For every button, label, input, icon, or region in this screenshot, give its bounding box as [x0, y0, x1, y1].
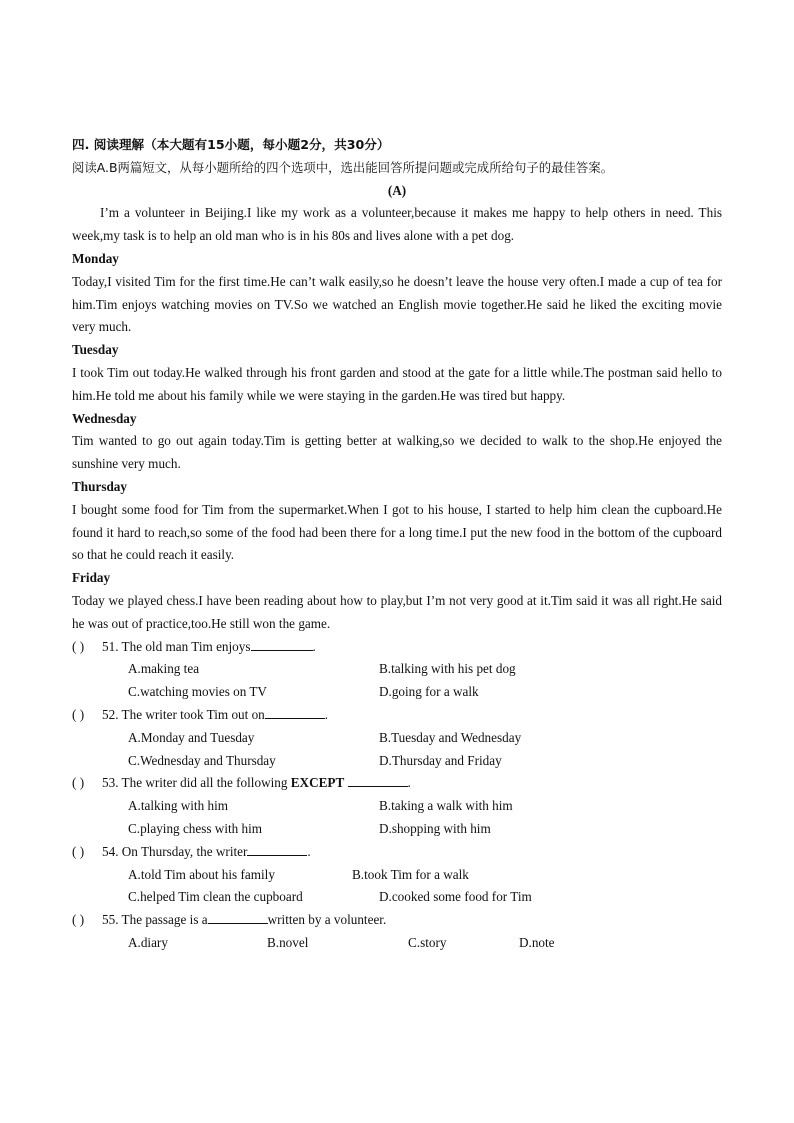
question-text: 52. The writer took Tim out on	[102, 706, 265, 722]
options-row	[72, 818, 722, 841]
option-a[interactable]: A.Monday and Tuesday	[128, 729, 255, 745]
question-53: ( ) 53. The writer did all the following EXCEPT .	[72, 772, 722, 795]
option-b[interactable]: B.took Tim for a walk	[352, 866, 469, 882]
option-d[interactable]: D.going for a walk	[379, 684, 479, 700]
question-text: 55. The passage is a	[102, 912, 208, 928]
day-text-friday: Today we played chess.I have been reading about how to play,but I’m not very good at it.Tim said it was all right.He said he was out of practice,too.He still won the game.	[72, 592, 722, 631]
passage-label: (A)	[387, 182, 407, 198]
question-52: ( ) 52. The writer took Tim out on .	[72, 704, 722, 727]
option-a[interactable]: A.diary	[128, 934, 168, 950]
options-row	[72, 795, 722, 818]
day-text-tuesday: I took Tim out today.He walked through his front garden and stood at the gate for a little while.The postman said hello to him.He told me about his family while we were staying in the garden.He was tired but happy.	[72, 364, 722, 403]
passage-intro: I’m a volunteer in Beijing.I like my work as a volunteer,because it makes me happy to help others in need. This week,my task is to help an old man who is in his 80s and lives alone with a pet dog.	[72, 205, 722, 244]
answer-paren[interactable]: ( )	[72, 775, 85, 791]
option-c[interactable]: C.story	[408, 934, 447, 950]
question-51: ( ) 51. The old man Tim enjoys .	[72, 636, 722, 659]
answer-blank	[247, 841, 307, 856]
day-heading-friday: Friday	[72, 570, 111, 586]
option-b[interactable]: B.novel	[267, 934, 309, 950]
question-text: 51. The old man Tim enjoys	[102, 638, 251, 654]
options-row	[72, 727, 722, 750]
answer-paren[interactable]: ( )	[72, 706, 85, 722]
question-text: 53. The writer did all the following	[102, 775, 288, 791]
question-55: ( ) 55. The passage is a written by a volunteer.	[72, 909, 722, 932]
option-b[interactable]: B.talking with his pet dog	[379, 661, 516, 677]
options-row	[72, 886, 722, 909]
answer-blank	[208, 909, 268, 924]
section-instruction: 阅读A.B两篇短文，从每小题所给的四个选项中，选出能回答所提问题或完成所给句子的最佳答案。	[72, 159, 614, 175]
day-heading-thursday: Thursday	[72, 478, 127, 494]
day-heading-tuesday: Tuesday	[72, 342, 119, 358]
options-row	[72, 658, 722, 681]
emphasis-word: EXCEPT	[290, 775, 345, 791]
answer-paren[interactable]: ( )	[72, 843, 85, 859]
day-heading-wednesday: Wednesday	[72, 410, 137, 426]
options-row	[72, 681, 722, 704]
option-d[interactable]: D.shopping with him	[379, 820, 491, 836]
option-d[interactable]: D.Thursday and Friday	[379, 752, 502, 768]
answer-blank	[265, 704, 325, 719]
option-a[interactable]: A.talking with him	[128, 798, 229, 814]
option-b[interactable]: B.Tuesday and Wednesday	[379, 729, 522, 745]
section-title: 四. 阅读理解（本大题有15小题，每小题2分，共30分）	[72, 137, 390, 152]
option-c[interactable]: C.watching movies on TV	[128, 684, 267, 700]
question-54: ( ) 54. On Thursday, the writer .	[72, 841, 722, 864]
day-heading-monday: Monday	[72, 250, 119, 266]
option-d[interactable]: D.cooked some food for Tim	[379, 889, 532, 905]
option-c[interactable]: C.Wednesday and Thursday	[128, 752, 276, 768]
option-d[interactable]: D.note	[519, 934, 555, 950]
answer-paren[interactable]: ( )	[72, 638, 85, 654]
option-a[interactable]: A.told Tim about his family	[128, 866, 275, 882]
option-c[interactable]: C.playing chess with him	[128, 820, 263, 836]
options-row	[72, 750, 722, 773]
options-row	[72, 932, 722, 955]
option-c[interactable]: C.helped Tim clean the cupboard	[128, 889, 303, 905]
day-text-thursday: I bought some food for Tim from the supermarket.When I got to his house, I started to help him clean the cupboard.He found it hard to reach,so some of the food had been there for a long time.I put the new food in the bottom of the cupboard so that he could reach it easily.	[72, 501, 722, 563]
exam-page	[72, 134, 722, 955]
options-row	[72, 864, 722, 887]
answer-blank	[251, 636, 313, 651]
answer-blank	[348, 772, 408, 787]
question-text: 54. On Thursday, the writer	[102, 843, 248, 859]
day-text-wednesday: Tim wanted to go out again today.Tim is getting better at walking,so we decided to walk to the shop.He enjoyed the sunshine very much.	[72, 433, 722, 472]
day-text-monday: Today,I visited Tim for the first time.He can’t walk easily,so he doesn’t leave the house very often.I made a cup of tea for him.Tim enjoys watching movies on TV.So we watched an English movie together.He said he liked the exciting movie very much.	[72, 273, 722, 335]
option-b[interactable]: B.taking a walk with him	[379, 798, 513, 814]
answer-paren[interactable]: ( )	[72, 912, 85, 928]
option-a[interactable]: A.making tea	[128, 661, 200, 677]
